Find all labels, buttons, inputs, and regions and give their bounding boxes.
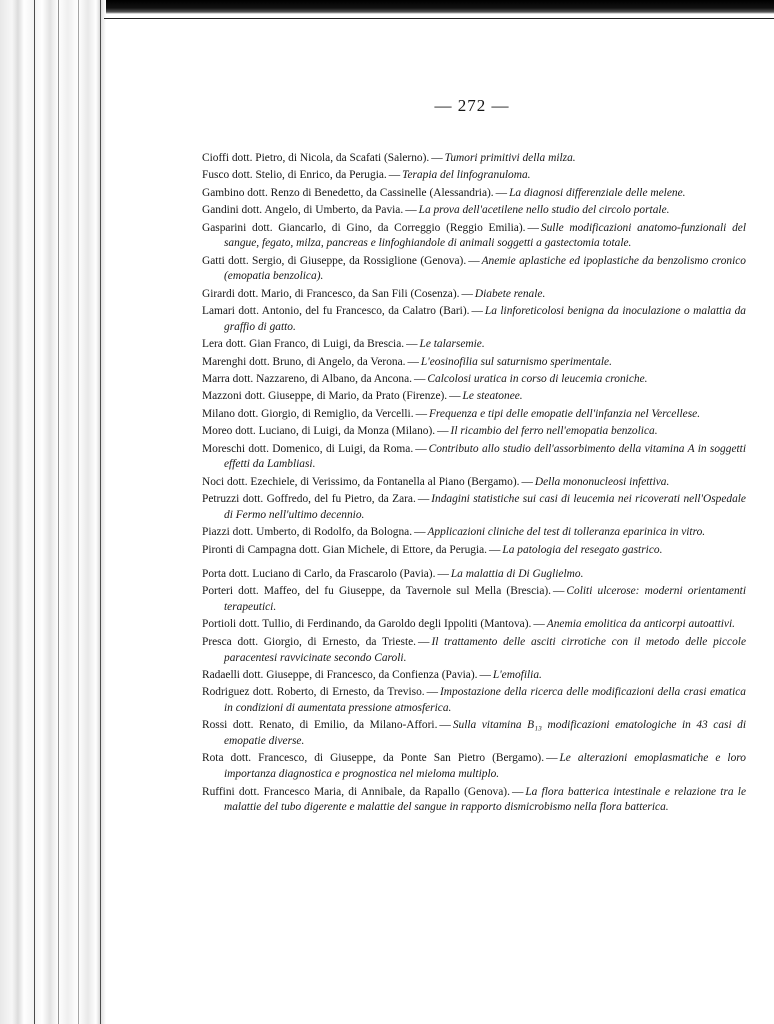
entry-title: Il trattamento delle asciti cirrotiche con il metodo delle piccole paracentesi ravvicinate secondo Caroli.: [224, 635, 747, 664]
entry-author: Milano dott. Giorgio, di Remiglio, da Vercelli.: [202, 407, 414, 420]
entry-title: Sulla vitamina B₁₃ modificazioni ematologiche in 43 casi di emopatie diverse.: [224, 719, 746, 748]
entry-title: Le talarsemie.: [419, 338, 485, 351]
entry-author: Mazzoni dott. Giuseppe, di Mario, da Prato (Firenze).: [202, 390, 448, 403]
entry-author: Rossi dott. Renato, di Emilio, da Milano-Affori.: [202, 719, 438, 732]
entry-author: Pironti di Campagna dott. Gian Michele, di Ettore, da Perugia.: [202, 543, 488, 556]
entry-separator: —: [489, 543, 501, 556]
list-item: [202, 151, 746, 167]
entry-author: Porta dott. Luciano di Carlo, da Frascarolo (Pavia).: [202, 567, 436, 580]
entry-author: Gasparini dott. Giancarlo, di Gino, da Correggio (Reggio Emilia).: [202, 221, 526, 234]
scan-top-edge: [0, 0, 774, 14]
entry-separator: —: [388, 169, 401, 182]
entry-separator: —: [407, 355, 419, 368]
list-item: [202, 221, 746, 252]
entry-author: Gandini dott. Angelo, di Umberto, da Pavia.: [202, 204, 404, 217]
entry-author: Portioli dott. Tullio, di Ferdinando, da Garoldo degli Ippoliti (Mantova).: [202, 618, 532, 631]
list-item: [202, 492, 746, 523]
page-top-rule: [104, 18, 774, 19]
entry-title: Indagini statistiche sui casi di leucemia nei ricoverati nell'Ospedale di Fermo nell'ultimo decennio.: [224, 493, 746, 521]
entry-title: Diabete renale.: [474, 287, 546, 300]
entry-title: La patologia del resegato gastrico.: [502, 543, 663, 556]
entry-separator: —: [449, 390, 461, 403]
list-item: [202, 685, 746, 716]
entry-title: Calcolosi uratica in corso di leucemia croniche.: [427, 373, 648, 386]
entry-title: Frequenza e tipi delle emopatie dell'infanzia nel Vercellese.: [428, 407, 701, 420]
entry-title: Terapia del linfogranuloma.: [402, 169, 531, 182]
entry-separator: —: [511, 785, 524, 798]
entry-author: Gatti dott. Sergio, di Giuseppe, da Rossiglione (Genova).: [202, 254, 467, 267]
entry-title: La prova dell'acetilene nello studio del circolo portale.: [418, 204, 670, 217]
list-item: [202, 355, 746, 371]
entry-title: La malattia di Di Guglielmo.: [450, 567, 584, 580]
list-item: [202, 543, 746, 559]
list-item: [202, 718, 746, 749]
list-item: [202, 617, 746, 633]
entry-title: Coliti ulcerose: moderni orientamenti terapeutici.: [224, 585, 746, 614]
entry-author: Piazzi dott. Umberto, di Rodolfo, da Bologna.: [202, 526, 413, 539]
list-item: [202, 442, 746, 473]
entry-author: Fusco dott. Stelio, di Enrico, da Perugia.: [202, 169, 387, 182]
list-item: [202, 635, 746, 666]
list-item: [202, 304, 746, 335]
list-item: [202, 186, 746, 202]
list-item: [202, 567, 746, 583]
entry-author: Gambino dott. Renzo di Benedetto, da Cassinelle (Alessandria).: [202, 186, 494, 199]
entry-author: Girardi dott. Mario, di Francesco, da San Fili (Cosenza).: [202, 287, 460, 300]
entry-author: Lera dott. Gian Franco, di Luigi, da Brescia.: [202, 338, 405, 351]
entry-author: Porteri dott. Maffeo, del fu Giuseppe, da Tavernole sul Mella (Brescia).: [202, 585, 552, 598]
entry-separator: —: [495, 186, 508, 199]
entry-author: Radaelli dott. Giuseppe, di Francesco, da Confienza (Pavia).: [202, 668, 478, 681]
list-item: [202, 407, 746, 423]
entry-separator: —: [546, 752, 558, 765]
list-item: [202, 168, 746, 184]
entry-separator: —: [521, 475, 533, 488]
entry-author: Petruzzi dott. Goffredo, del fu Pietro, da Zara.: [202, 493, 416, 506]
entry-title: Il ricambio del ferro nell'emopatia benzolica.: [450, 425, 658, 438]
list-item: [202, 668, 746, 684]
entry-separator: —: [415, 407, 427, 420]
list-item: [202, 785, 746, 816]
book-binding: [0, 0, 106, 1024]
entry-separator: —: [405, 204, 417, 217]
entry-separator: —: [553, 585, 565, 598]
entry-separator: —: [439, 719, 451, 732]
list-item: [202, 424, 746, 440]
entry-separator: —: [479, 668, 491, 681]
list-item: [202, 475, 746, 491]
entry-separator: —: [431, 152, 443, 164]
entry-title: Tumori primitivi della milza.: [444, 152, 576, 164]
entry-author: Marra dott. Nazzareno, di Albano, da Ancona.: [202, 373, 413, 386]
list-item: [202, 525, 746, 541]
list-item: [202, 203, 746, 219]
entry-title: Sulle modificazioni anatomo-funzionali del sangue, fegato, milza, pancreas e linfoghiandole di animali soggetti a gastectomia totale.: [224, 221, 746, 250]
entry-separator: —: [406, 338, 418, 351]
list-item: [202, 337, 746, 353]
page-number: — 272 —: [434, 96, 510, 115]
entry-title: Le steatonee.: [462, 390, 523, 403]
entry-title: L'emofilia.: [492, 668, 542, 681]
entry-author: Marenghi dott. Bruno, di Angelo, da Verona.: [202, 355, 406, 368]
entry-author: Cioffi dott. Pietro, di Nicola, da Scafati (Salerno).: [202, 152, 430, 164]
entry-separator: —: [527, 221, 539, 234]
entry-title: Impostazione della ricerca delle modificazioni della crasi ematica in condizioni di aumentata pressione atmosferica.: [224, 686, 746, 714]
entry-author: Rodriguez dott. Roberto, di Ernesto, da Treviso.: [202, 686, 425, 699]
entry-separator: —: [471, 305, 483, 318]
entry-separator: —: [461, 287, 473, 300]
entry-title: L'eosinofilia sul saturnismo sperimentale.: [420, 355, 612, 368]
list-item: [202, 372, 746, 388]
entry-title: Della mononucleosi infettiva.: [534, 475, 670, 488]
entry-title: Contributo allo studio dell'assorbimento della vitamina A in soggetti effetti da Lambliasi.: [224, 442, 746, 471]
entry-title: La diagnosi differenziale delle melene.: [509, 186, 686, 199]
entry-separator: —: [418, 635, 430, 648]
list-item: [202, 389, 746, 405]
entry-title: La flora batterica intestinale e relazione tra le malattie del tubo digerente e malattie del sangue in rapporto dismicrobismo nella flora batterica.: [224, 785, 747, 814]
entry-author: Moreo dott. Luciano, di Luigi, da Monza (Milano).: [202, 425, 436, 438]
entry-separator: —: [437, 425, 449, 438]
entry-author: Ruffini dott. Francesco Maria, di Annibale, da Rapallo (Genova).: [202, 785, 510, 798]
entry-separator: —: [414, 373, 426, 386]
entry-author: Moreschi dott. Domenico, di Luigi, da Roma.: [202, 442, 414, 455]
entry-title: Anemia emolitica da anticorpi autoattivi.: [546, 618, 736, 631]
list-item: [202, 287, 746, 303]
entry-list: [202, 151, 746, 818]
entry-separator: —: [415, 442, 427, 455]
entry-author: Rota dott. Francesco, di Giuseppe, da Ponte San Pietro (Bergamo).: [202, 752, 545, 765]
entry-title: Le alterazioni emoplasmatiche e loro importanza diagnostica e prognostica nel mieloma multiplo.: [224, 752, 746, 781]
entry-title: La linforeticolosi benigna da inoculazione o malattia da graffio di gatto.: [224, 305, 746, 333]
entry-author: Noci dott. Ezechiele, di Verissimo, da Fontanella al Piano (Bergamo).: [202, 475, 520, 488]
list-item: [202, 254, 746, 285]
entry-author: Presca dott. Giorgio, di Ernesto, da Trieste.: [202, 635, 417, 648]
entry-author: Lamari dott. Antonio, del fu Francesco, da Calatro (Bari).: [202, 305, 470, 318]
entry-separator: —: [417, 493, 430, 506]
entry-separator: —: [533, 618, 545, 631]
list-item: [202, 751, 746, 782]
entry-separator: —: [468, 254, 480, 267]
list-item: [202, 584, 746, 615]
group-gap: [202, 560, 746, 567]
entry-separator: —: [426, 686, 439, 699]
entry-title: Applicazioni cliniche del test di tolleranza eparinica in vitro.: [427, 526, 706, 539]
entry-separator: —: [414, 526, 426, 539]
entry-separator: —: [437, 567, 449, 580]
entry-title: Anemie aplastiche ed ipoplastiche da benzolismo cronico (emopatia benzolica).: [224, 254, 746, 283]
